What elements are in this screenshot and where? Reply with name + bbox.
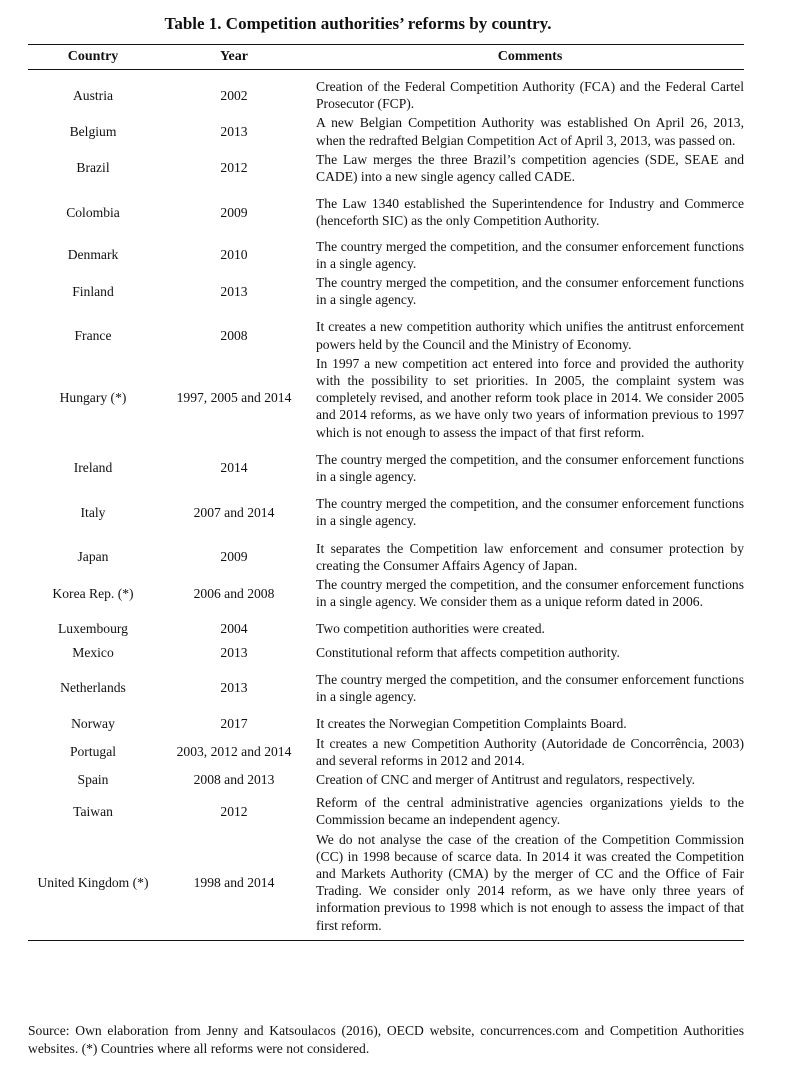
cell-year: 2004 bbox=[220, 621, 248, 637]
cell-country: Netherlands bbox=[60, 680, 126, 696]
cell-year: 2014 bbox=[220, 460, 248, 476]
cell-comments: The Law merges the three Brazil’s competition agencies (SDE, SEAE and CADE) into a new single agency called CADE. bbox=[316, 151, 744, 185]
cell-comments: Constitutional reform that affects competition authority. bbox=[316, 644, 620, 660]
cell-country: Austria bbox=[72, 87, 114, 103]
cell-comments: In 1997 a new competition act entered into force and provided the authority with the possibility to set priorities. In 2005, the complaint system was completely revised, and another reform took place in 2014. We consider 2005 and 2014 reforms, as we have only two years of information previous to 1997 which is not enough to assess the impact of that first reform. bbox=[316, 355, 744, 440]
reforms-table bbox=[28, 44, 744, 941]
cell-comments: Two competition authorities were created. bbox=[316, 621, 545, 637]
cell-country: Belgium bbox=[69, 124, 117, 139]
cell-country: Norway bbox=[71, 716, 115, 732]
cell-comments: It creates a new Competition Authority (Autoridade de Concorrência, 2003) and several reforms in 2012 and 2014. bbox=[316, 735, 744, 768]
cell-country: Brazil bbox=[76, 160, 110, 176]
table-row bbox=[28, 771, 744, 788]
cell-year: 2013 bbox=[220, 283, 248, 299]
table-bottom-rule bbox=[28, 940, 744, 941]
table-row bbox=[28, 735, 744, 769]
cell-comments: It separates the Competition law enforcement and consumer protection by creating the Consumer Affairs Agency of Japan. bbox=[316, 540, 744, 573]
table-row bbox=[28, 495, 744, 529]
cell-comments: Reform of the central administrative agencies organizations yields to the Commission became an independent agency. bbox=[316, 795, 744, 828]
table-header-row bbox=[28, 45, 744, 70]
table-row bbox=[28, 620, 744, 637]
cell-comments: We do not analyse the case of the creation of the Competition Commission (CC) in 1998 because of scarce data. In 2014 it was created the Competition and Markets Authority (CMA) by the merger of CC and the Office of Fair Trading. We consider only 2014 reform, as we have only three years of information previous to 1998 which is not enough to assess the impact of that first reform. bbox=[316, 831, 744, 933]
cell-country: United Kingdom (*) bbox=[37, 874, 149, 890]
table-row bbox=[28, 794, 744, 828]
cell-year: 2008 and 2013 bbox=[193, 771, 275, 787]
cell-year: 1998 and 2014 bbox=[193, 874, 275, 890]
cell-country: Ireland bbox=[73, 460, 113, 476]
cell-country: Japan bbox=[77, 549, 109, 565]
cell-country: Finland bbox=[72, 283, 114, 299]
header-comments: Comments bbox=[497, 49, 563, 64]
cell-year: 2009 bbox=[220, 204, 248, 220]
table-row bbox=[28, 671, 744, 705]
source-note: Source: Own elaboration from Jenny and Katsoulacos (2016), OECD website, concurrences.com and Competition Authorities websites. (*) Countries where all reforms were not considered. bbox=[28, 1023, 744, 1056]
cell-comments: The Law 1340 established the Superintendence for Industry and Commerce (henceforth SIC) as the only Competition Authority. bbox=[316, 196, 744, 229]
table-row bbox=[28, 831, 744, 934]
cell-country: Luxembourg bbox=[58, 621, 128, 637]
cell-year: 1997, 2005 and 2014 bbox=[176, 390, 292, 406]
cell-year: 2012 bbox=[220, 160, 248, 176]
cell-year: 2006 and 2008 bbox=[193, 585, 275, 601]
cell-comments: The country merged the competition, and the consumer enforcement functions in a single agency. bbox=[316, 238, 744, 271]
cell-year: 2017 bbox=[220, 716, 248, 732]
cell-comments: The country merged the competition, and the consumer enforcement functions in a single agency. bbox=[316, 671, 744, 705]
cell-year: 2010 bbox=[220, 247, 248, 263]
cell-year: 2009 bbox=[220, 549, 248, 565]
cell-comments: Creation of CNC and merger of Antitrust and regulators, respectively. bbox=[316, 771, 696, 787]
cell-country: Spain bbox=[77, 771, 109, 787]
header-year: Year bbox=[220, 49, 248, 64]
cell-year: 2013 bbox=[220, 124, 248, 139]
cell-country: Colombia bbox=[66, 204, 120, 220]
cell-year: 2013 bbox=[220, 644, 248, 660]
table-row bbox=[28, 540, 744, 574]
cell-country: Italy bbox=[80, 504, 106, 520]
table-row bbox=[28, 715, 744, 732]
table-row bbox=[28, 195, 744, 229]
table-body bbox=[28, 78, 744, 934]
table-row bbox=[28, 151, 744, 185]
table-row bbox=[28, 274, 744, 308]
header-country: Country bbox=[67, 49, 119, 64]
cell-year: 2002 bbox=[220, 87, 248, 103]
cell-comments: Creation of the Federal Competition Authority (FCA) and the Federal Cartel Prosecutor (FCP). bbox=[316, 79, 744, 112]
table-row bbox=[28, 78, 744, 112]
cell-year: 2003, 2012 and 2014 bbox=[176, 744, 292, 760]
table-row bbox=[28, 644, 744, 661]
table-row bbox=[28, 576, 744, 610]
cell-comments: The country merged the competition, and the consumer enforcement functions in a single agency. bbox=[316, 496, 744, 529]
table-row bbox=[28, 355, 744, 441]
cell-country: Korea Rep. (*) bbox=[52, 585, 134, 601]
table-row bbox=[28, 238, 744, 272]
table-row bbox=[28, 451, 744, 485]
cell-country: Hungary (*) bbox=[59, 390, 127, 406]
cell-comments: The country merged the competition, and the consumer enforcement functions in a single agency. We consider them as a unique reform dated in 2006. bbox=[316, 577, 744, 610]
table-row bbox=[28, 114, 744, 148]
table-row bbox=[28, 318, 744, 352]
table-title: Table 1. Competition authorities’ reforms by country. bbox=[164, 14, 552, 33]
cell-year: 2013 bbox=[220, 680, 248, 696]
cell-country: Taiwan bbox=[73, 803, 113, 819]
cell-year: 2008 bbox=[220, 328, 248, 344]
cell-comments: The country merged the competition, and the consumer enforcement functions in a single agency. bbox=[316, 275, 744, 308]
cell-comments: The country merged the competition, and the consumer enforcement functions in a single agency. bbox=[316, 451, 744, 485]
cell-year: 2007 and 2014 bbox=[193, 504, 275, 520]
cell-comments: It creates the Norwegian Competition Complaints Board. bbox=[316, 716, 627, 732]
cell-comments: It creates a new competition authority which unifies the antitrust enforcement powers held by the Council and the Ministry of Economy. bbox=[316, 319, 744, 352]
cell-country: Portugal bbox=[69, 744, 117, 760]
cell-country: Denmark bbox=[67, 247, 119, 263]
cell-comments: A new Belgian Competition Authority was established On April 26, 2013, when the redrafted Belgian Competition Act of April 3, 2013, was passed on. bbox=[316, 115, 744, 148]
cell-country: France bbox=[74, 328, 112, 344]
cell-year: 2012 bbox=[220, 803, 248, 819]
cell-country: Mexico bbox=[72, 644, 114, 660]
